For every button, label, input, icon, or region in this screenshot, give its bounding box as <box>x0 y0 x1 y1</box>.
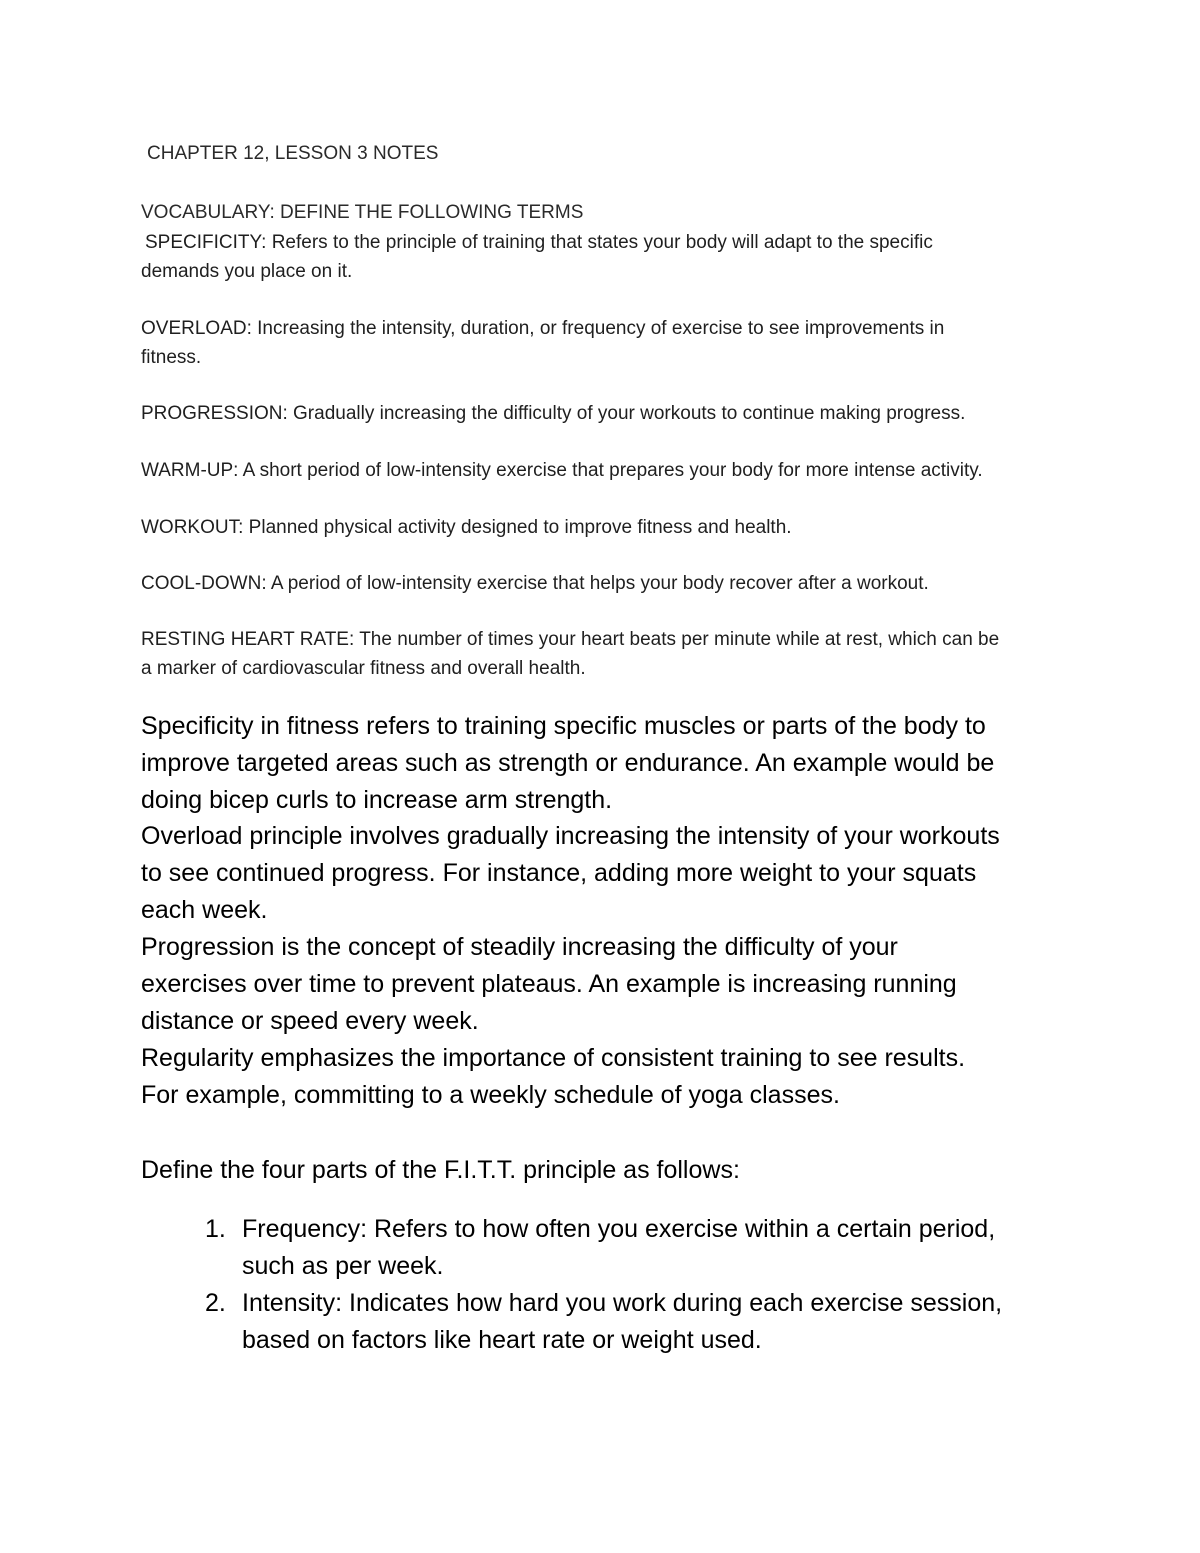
vocab-resting-heart-rate <box>141 626 999 654</box>
vocab-warmup <box>141 457 983 485</box>
vocab-definition: Gradually increasing the difficulty of your workouts to continue making progress. <box>287 403 966 424</box>
vocab-definition: A period of low-intensity exercise that helps your body recover after a workout. <box>266 573 929 594</box>
principles-line: Specificity in fitness refers to training specific muscles or parts of the body to <box>141 712 986 740</box>
vocab-term: WARM-UP: <box>141 460 239 481</box>
principles-line: to see continued progress. For instance, adding more weight to your squats <box>141 859 977 887</box>
vocab-definition: The number of times your heart beats per minute while at rest, which can be <box>354 629 1000 650</box>
vocabulary-heading: VOCABULARY: DEFINE THE FOLLOWING TERMS <box>141 202 584 223</box>
principles-line: exercises over time to prevent plateaus. An example is increasing running <box>141 970 957 998</box>
vocab-specificity <box>145 229 933 257</box>
vocab-workout <box>141 514 792 542</box>
vocab-definition-continued: demands you place on it. <box>141 261 353 282</box>
list-item-continued: such as per week. <box>242 1252 444 1280</box>
principles-line: Regularity emphasizes the importance of consistent training to see results. <box>141 1044 966 1072</box>
vocab-definition-continued: fitness. <box>141 347 202 368</box>
principles-line: Overload principle involves gradually increasing the intensity of your workouts <box>141 822 1000 850</box>
principles-line: doing bicep curls to increase arm strength. <box>141 786 613 814</box>
vocab-overload <box>141 315 944 343</box>
list-item-continued: based on factors like heart rate or weight used. <box>242 1326 762 1354</box>
list-item-number: 1. <box>205 1215 226 1243</box>
principles-line: improve targeted areas such as strength or endurance. An example would be <box>141 749 995 777</box>
vocab-term: COOL-DOWN: <box>141 573 267 594</box>
vocab-term: WORKOUT: <box>141 517 244 538</box>
vocab-term: RESTING HEART RATE: <box>141 629 355 650</box>
principles-line: each week. <box>141 896 268 924</box>
vocab-definition: Planned physical activity designed to improve fitness and health. <box>243 517 792 538</box>
principles-line: Progression is the concept of steadily increasing the difficulty of your <box>141 933 898 961</box>
vocab-definition: A short period of low-intensity exercise that prepares your body for more intense activity. <box>238 460 983 481</box>
page-title: CHAPTER 12, LESSON 3 NOTES <box>147 143 439 164</box>
vocab-definition: Increasing the intensity, duration, or frequency of exercise to see improvements in <box>251 318 945 339</box>
vocab-term: PROGRESSION: <box>141 403 288 424</box>
principles-line: distance or speed every week. <box>141 1007 479 1035</box>
vocab-definition: Refers to the principle of training that states your body will adapt to the specific <box>266 232 933 253</box>
vocab-term: SPECIFICITY: <box>145 232 267 253</box>
list-item: Intensity: Indicates how hard you work during each exercise session, <box>242 1289 1003 1317</box>
vocab-definition-continued: a marker of cardiovascular fitness and overall health. <box>141 658 586 679</box>
vocab-term: OVERLOAD: <box>141 318 252 339</box>
fitt-intro: Define the four parts of the F.I.T.T. principle as follows: <box>141 1156 740 1184</box>
list-item: Frequency: Refers to how often you exercise within a certain period, <box>242 1215 996 1243</box>
vocab-cooldown <box>141 570 929 598</box>
list-item-number: 2. <box>205 1289 226 1317</box>
vocab-progression <box>141 400 965 428</box>
principles-line: For example, committing to a weekly schedule of yoga classes. <box>141 1081 840 1109</box>
